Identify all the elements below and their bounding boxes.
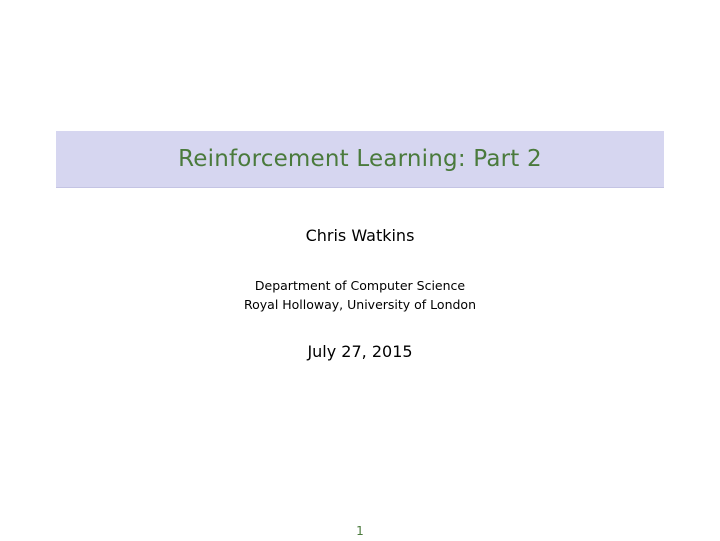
institute-department: Department of Computer Science [254,278,466,293]
page-number: 1 [356,524,364,538]
slide-title: Reinforcement Learning: Part 2 [178,146,542,172]
title-banner [56,131,664,188]
institute-university: Royal Holloway, University of London [243,297,476,312]
author-name: Chris Watkins [305,226,415,245]
institute-block [0,276,720,314]
presentation-date: July 27, 2015 [307,342,413,361]
